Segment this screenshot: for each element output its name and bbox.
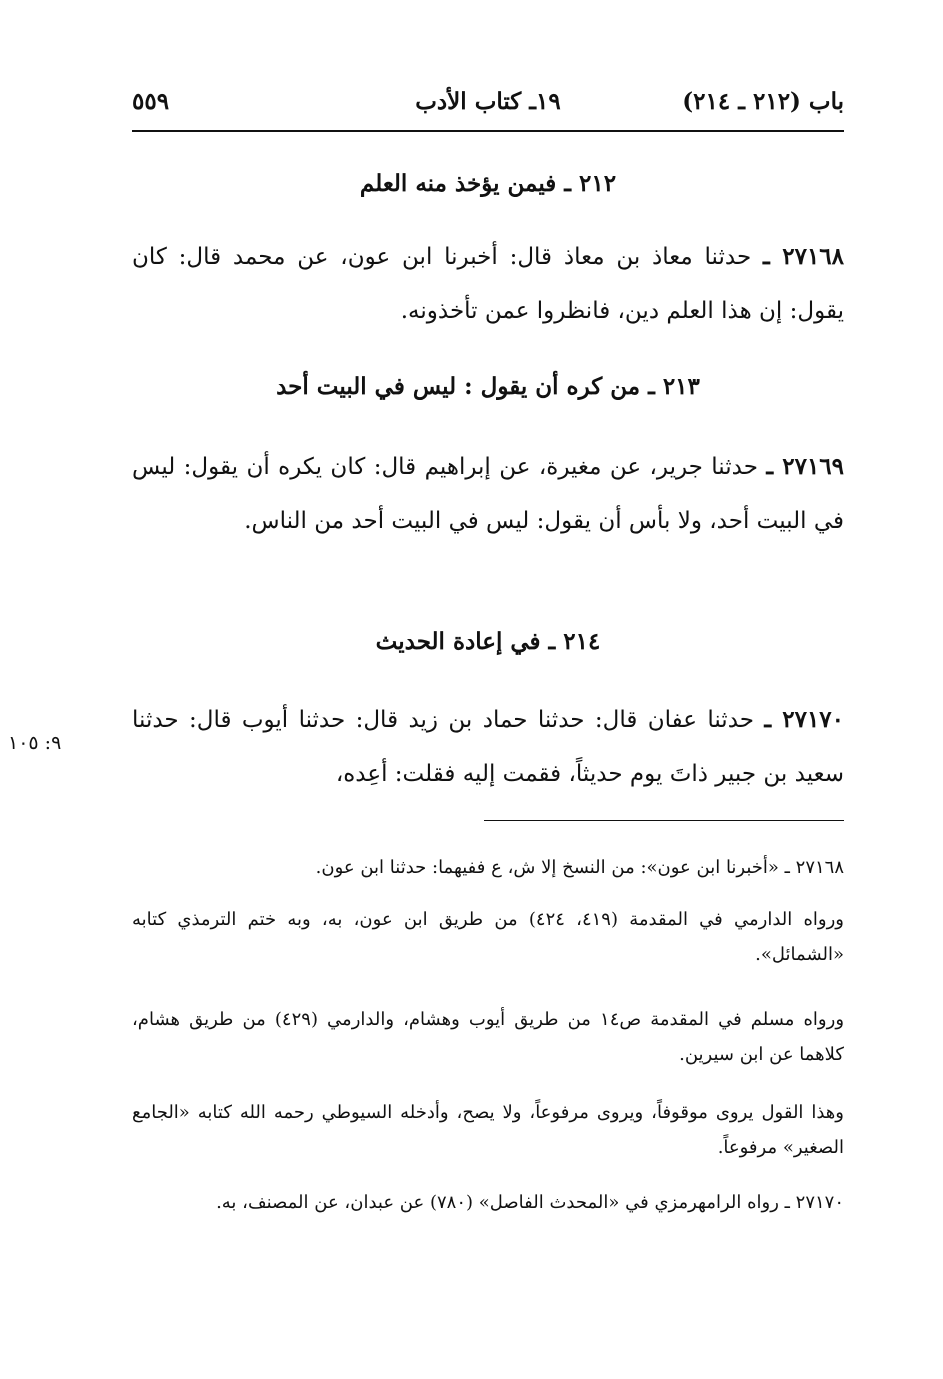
hadith-27170 bbox=[132, 693, 844, 801]
margin-reference: ٩: ١٠٥ bbox=[8, 732, 62, 754]
section-title-213: ٢١٣ ـ من كره أن يقول : ليس في البيت أحد bbox=[276, 373, 700, 400]
hadith-text: حدثنا جرير، عن مغيرة، عن إبراهيم قال: كان يكره أن يقول: ليس في البيت أحد، ولا بأس أن يقول: ليس في البيت أحد من الناس. bbox=[132, 454, 844, 534]
footnote-4: وهذا القول يروى موقوفاً، ويروى مرفوعاً، ولا يصح، وأدخله السيوطي رحمه الله كتابه «الجامع الصغير» مرفوعاً. bbox=[132, 1102, 844, 1158]
footnote-2: ورواه الدارمي في المقدمة (٤١٩، ٤٢٤) من طريق ابن عون، به، وبه ختم الترمذي كتابه «الشمائل». bbox=[132, 909, 844, 965]
hadith-text: حدثنا معاذ بن معاذ قال: أخبرنا ابن عون، عن محمد قال: كان يقول: إن هذا العلم دين، فانظروا عمن تأخذونه. bbox=[132, 244, 844, 324]
chapter-range: باب (٢١٢ ـ ٢١٤) bbox=[682, 88, 844, 115]
running-header bbox=[132, 60, 844, 120]
hadith-number: ٢٧١٦٩ ـ bbox=[766, 453, 845, 480]
footnote-3: ورواه مسلم في المقدمة ص١٤ من طريق أيوب وهشام، والدارمي (٤٢٩) من طريق هشام، كلاهما عن ابن سيرين. bbox=[132, 1009, 845, 1065]
footnote-5: ٢٧١٧٠ ـ رواه الرامهرمزي في «المحدث الفاصل» (٧٨٠) عن عبدان، عن المصنف، به. bbox=[216, 1192, 844, 1213]
header-divider bbox=[132, 130, 844, 132]
hadith-27169 bbox=[132, 440, 844, 548]
hadith-number: ٢٧١٧٠ ـ bbox=[764, 706, 845, 733]
section-title-214: ٢١٤ ـ في إعادة الحديث bbox=[375, 628, 601, 655]
hadith-27168 bbox=[132, 230, 844, 338]
book-title: ١٩ـ كتاب الأدب bbox=[415, 88, 561, 115]
section-title-212: ٢١٢ ـ فيمن يؤخذ منه العلم bbox=[359, 170, 617, 197]
footnote-1: ٢٧١٦٨ ـ «أخبرنا ابن عون»: من النسخ إلا ش، ع ففيهما: حدثنا ابن عون. bbox=[315, 857, 844, 878]
book-page bbox=[8, 60, 845, 1213]
page-number: ٥٥٩ bbox=[132, 88, 170, 115]
hadith-text: حدثنا عفان قال: حدثنا حماد بن زيد قال: حدثنا أيوب قال: حدثنا سعيد بن جبير ذاتَ يوم حديثاً، فقمت إليه فقلت: أعِده، bbox=[132, 707, 844, 787]
footnote-divider bbox=[484, 820, 844, 821]
hadith-number: ٢٧١٦٨ ـ bbox=[762, 243, 845, 270]
